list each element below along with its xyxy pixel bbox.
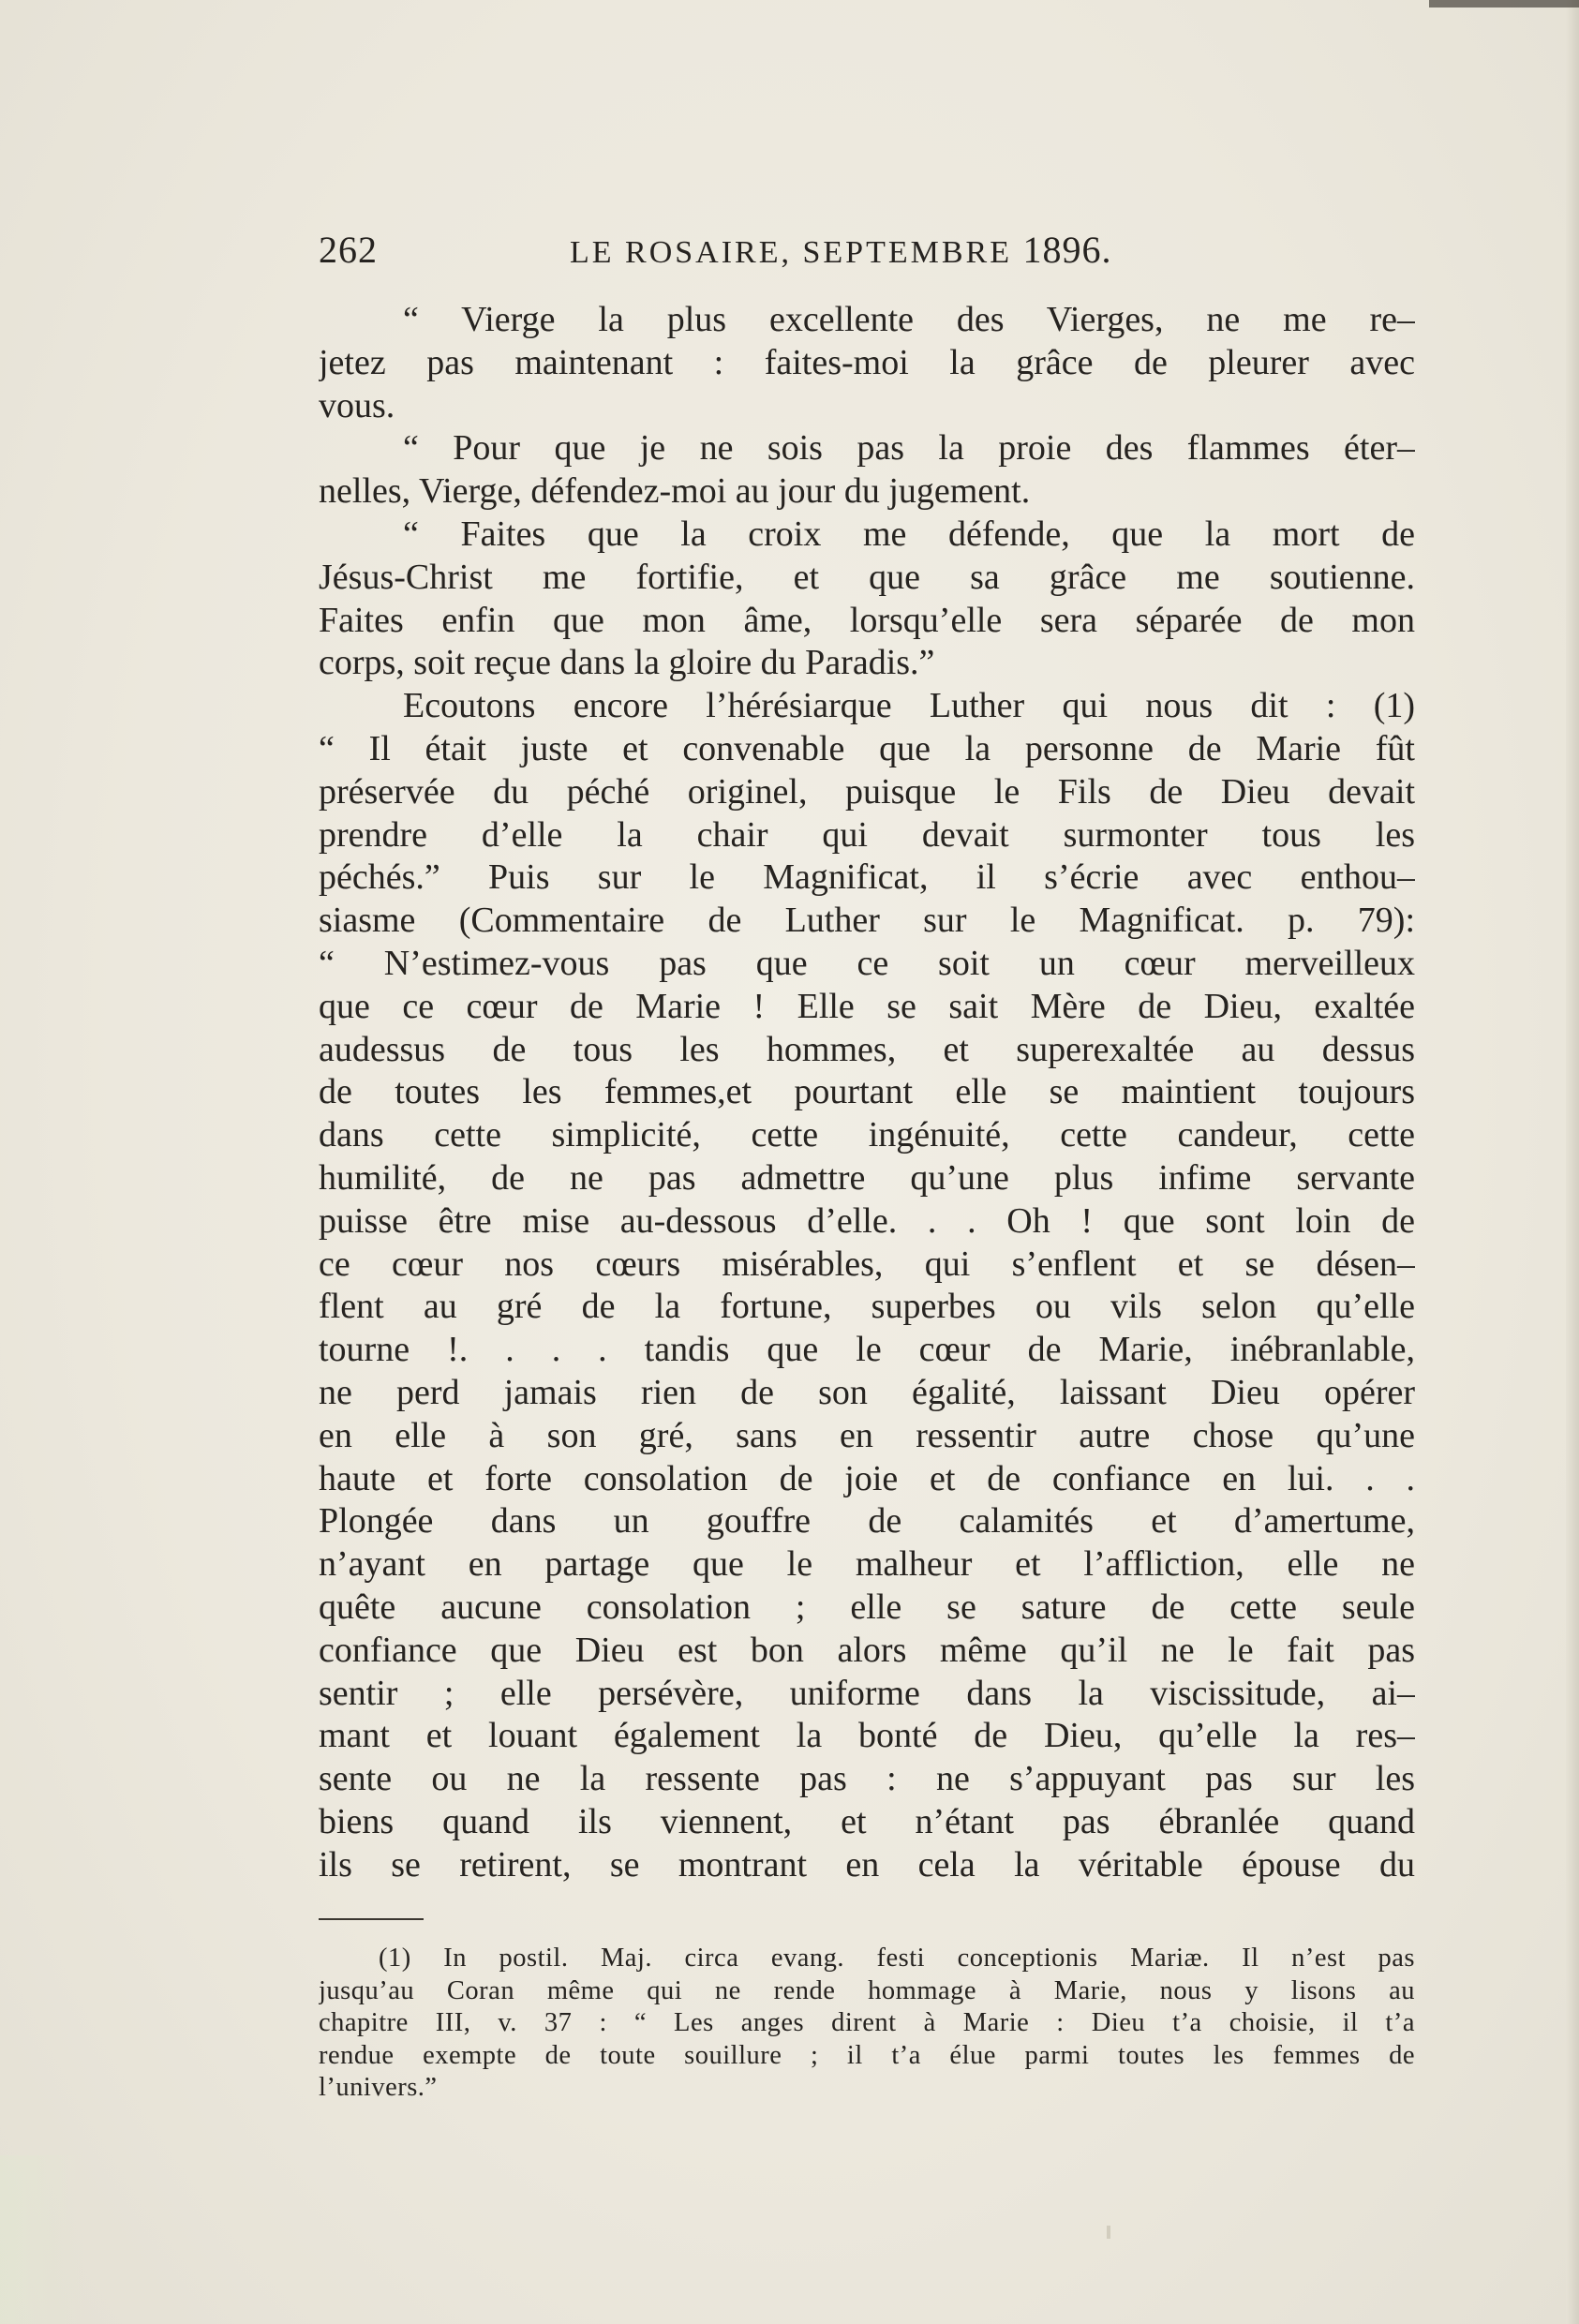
text-line: en elle à son gré, sans en ressentir autre chose qu’une <box>319 1415 1415 1455</box>
text-line: péchés.” Puis sur le Magnificat, il s’écrie avec enthou– <box>319 857 1415 898</box>
text-line: prendre d’elle la chair qui devait surmonter tous les <box>319 814 1415 855</box>
text-line: sente ou ne la ressente pas : ne s’appuyant pas sur les <box>319 1759 1415 1799</box>
text-line: “ N’estimez-vous pas que ce soit un cœur merveilleux <box>319 943 1415 983</box>
text-line: vous. <box>319 385 395 425</box>
page-header <box>319 228 1415 280</box>
text-line: Ecoutons encore l’hérésiarque Luther qui nous dit : (1) <box>403 686 1415 726</box>
text-line: puisse être mise au-dessous d’elle. . . Oh ! que sont loin de <box>319 1200 1415 1241</box>
text-line: jetez pas maintenant : faites-moi la grâce de pleurer avec <box>319 342 1415 382</box>
text-line: ce cœur nos cœurs misérables, qui s’enflent et se désen– <box>319 1244 1415 1284</box>
footnote-line: chapitre III, v. 37 : “ Les anges dirent à Marie : Dieu t’a choisie, il t’a <box>319 2008 1415 2037</box>
running-title-text: LE ROSAIRE, SEPTEMBRE <box>570 235 1012 270</box>
text-line: “ Faites que la croix me défende, que la mort de <box>403 514 1415 554</box>
text-line: “ Pour que je ne sois pas la proie des flammes éter– <box>403 428 1415 469</box>
page-number: 262 <box>319 229 378 271</box>
text-line: nelles, Vierge, défendez-moi au jour du jugement. <box>319 471 1031 512</box>
footnotes <box>319 1943 1415 2105</box>
text-line: tourne !. . . . tandis que le cœur de Marie, inébranlable, <box>319 1330 1415 1370</box>
footnote-line: (1) In postil. Maj. circa evang. festi conceptionis Mariæ. Il n’est pas <box>379 1944 1415 1973</box>
text-line: humilité, de ne pas admettre qu’une plus infime servante <box>319 1157 1415 1198</box>
page-edge <box>1566 0 1579 2324</box>
text-line: audessus de tous les hommes, et superexaltée au dessus <box>319 1029 1415 1069</box>
text-line: corps, soit reçue dans la gloire du Paradis.” <box>319 643 935 683</box>
footnote-line: rendue exempte de toute souillure ; il t’a élue parmi toutes les femmes de <box>319 2040 1415 2070</box>
text-line: Jésus-Christ me fortifie, et que sa grâce me soutienne. <box>319 557 1415 597</box>
paper-speck <box>1107 2226 1110 2239</box>
running-title <box>570 228 1111 272</box>
text-line: n’ayant en partage que le malheur et l’affliction, elle ne <box>319 1544 1415 1585</box>
text-line: ils se retirent, se montrant en cela la véritable épouse du <box>319 1844 1415 1885</box>
body-text <box>319 299 1415 1886</box>
scan-edge-shadow <box>1429 0 1579 7</box>
footnote-divider <box>319 1918 424 1920</box>
paper-stain <box>0 2155 84 2324</box>
text-line: de toutes les femmes,et pourtant elle se maintient toujours <box>319 1072 1415 1112</box>
text-line: “ Vierge la plus excellente des Vierges, ne me re– <box>403 300 1415 339</box>
text-line: “ Il était juste et convenable que la personne de Marie fût <box>319 728 1415 768</box>
text-line: ne perd jamais rien de son égalité, laissant Dieu opérer <box>319 1372 1415 1412</box>
text-line: sentir ; elle persévère, uniforme dans la viscissitude, ai– <box>319 1673 1415 1713</box>
running-title-year: 1896. <box>1022 229 1112 271</box>
footnote-line: jusqu’au Coran même qui ne rende hommage à Marie, nous y lisons au <box>319 1975 1415 2005</box>
text-line: préservée du péché originel, puisque le Fils de Dieu devait <box>319 771 1415 812</box>
text-line: biens quand ils viennent, et n’étant pas ébranlée quand <box>319 1801 1415 1841</box>
text-line: flent au gré de la fortune, superbes ou vils selon qu’elle <box>319 1287 1415 1327</box>
text-line: quête aucune consolation ; elle se sature de cette seule <box>319 1587 1415 1627</box>
text-line: confiance que Dieu est bon alors même qu’il ne le fait pas <box>319 1630 1415 1670</box>
text-line: haute et forte consolation de joie et de confiance en lui. . . <box>319 1458 1415 1498</box>
footnote-line: l’univers.” <box>319 2073 438 2102</box>
text-line: que ce cœur de Marie ! Elle se sait Mère de Dieu, exaltée <box>319 986 1415 1026</box>
text-line: dans cette simplicité, cette ingénuité, cette candeur, cette <box>319 1115 1415 1155</box>
text-line: mant et louant également la bonté de Dieu, qu’elle la res– <box>319 1716 1415 1756</box>
text-line: Plongée dans un gouffre de calamités et d’amertume, <box>319 1501 1415 1542</box>
text-line: Faites enfin que mon âme, lorsqu’elle sera séparée de mon <box>319 600 1415 640</box>
text-line: siasme (Commentaire de Luther sur le Magnificat. p. 79): <box>319 901 1415 941</box>
